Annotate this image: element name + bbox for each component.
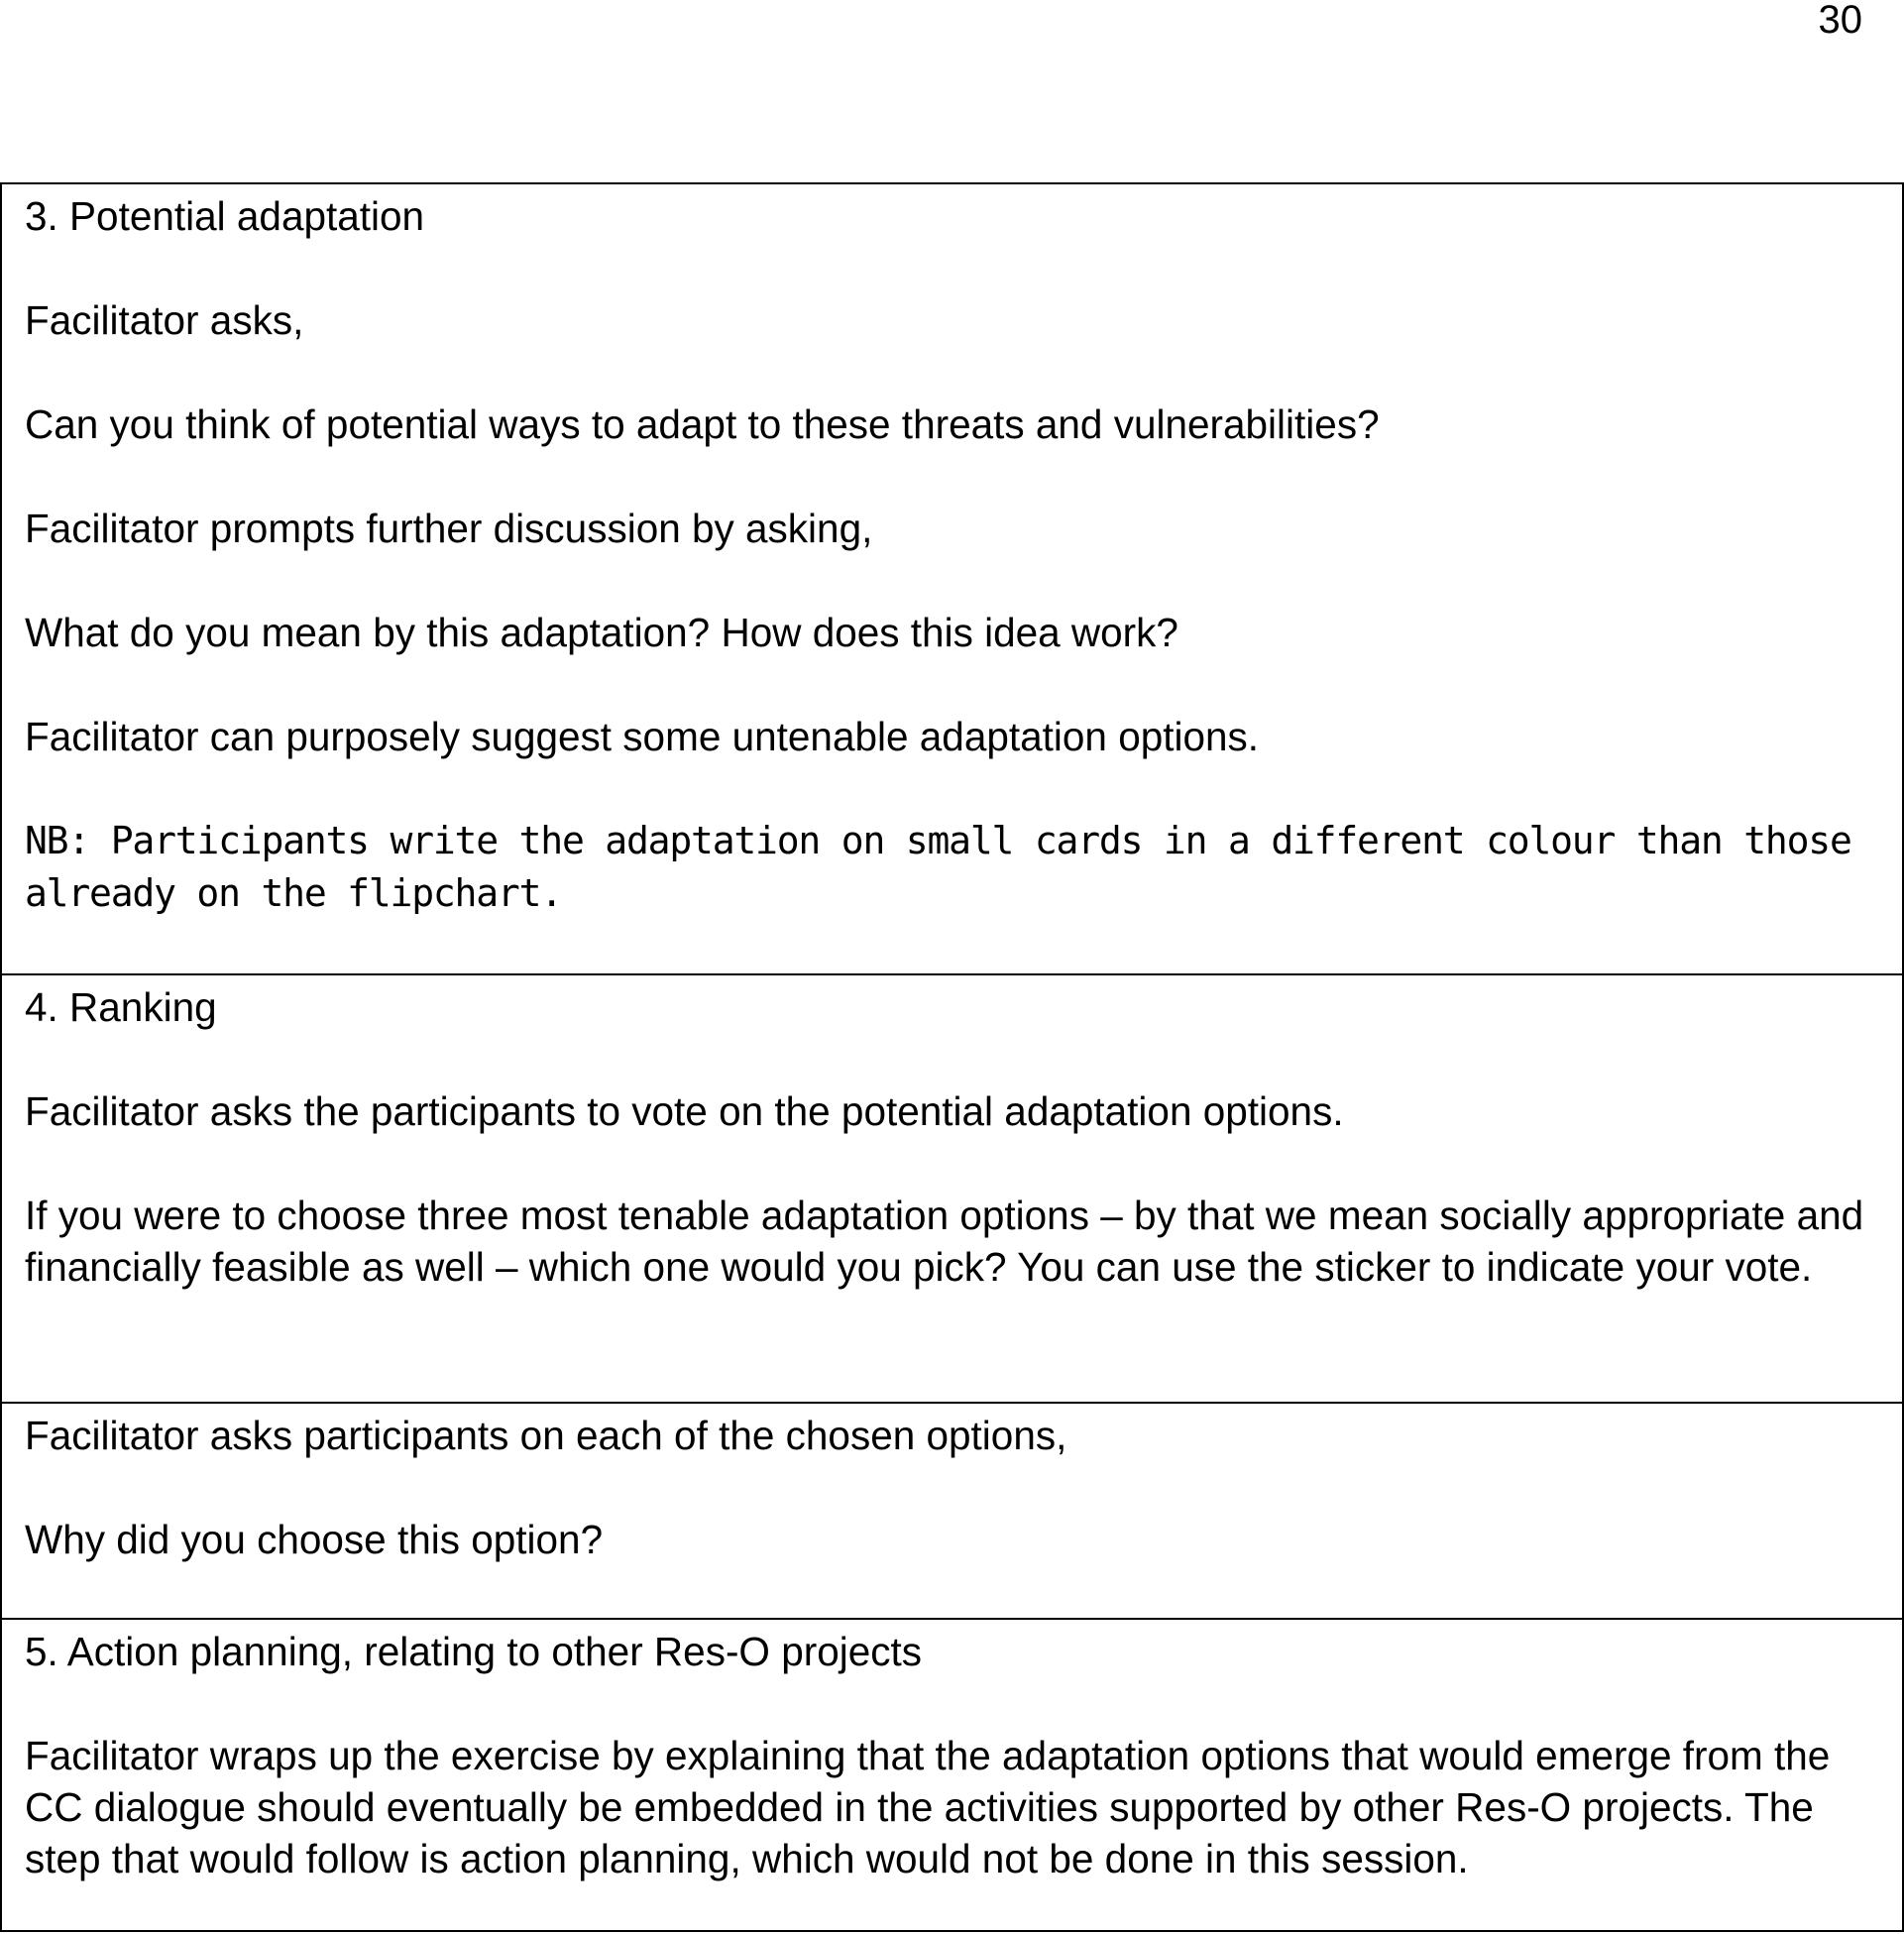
facilitator-instruction: Facilitator asks the participants to vote on the potential adaptation options. <box>25 1088 1344 1134</box>
section-ranking <box>1 974 1903 1403</box>
facilitator-instruction: Facilitator wraps up the exercise by explaining that the adaptation options that would emerge from the CC dialogue should eventually be embedded in the activities supported by other Res-O projects. The step that would follow is action planning, which would not be done in this session. <box>25 1733 1831 1881</box>
table-row <box>1 1403 1903 1619</box>
facilitator-question: If you were to choose three most tenable adaptation options – by that we mean socially appropriate and financially feasible as well – which one would you pick? You can use the sticker to indicate your vote. <box>25 1193 1864 1290</box>
page-number: 30 <box>1818 0 1862 42</box>
section-heading: 4. Ranking <box>25 984 217 1030</box>
section-ranking-followup <box>1 1403 1903 1619</box>
table-row <box>1 974 1903 1403</box>
facilitator-instruction: Facilitator asks, <box>25 297 304 343</box>
facilitator-question: What do you mean by this adaptation? How does this idea work? <box>25 610 1178 655</box>
section-heading: 5. Action planning, relating to other Res-O projects <box>25 1629 923 1674</box>
participant-note: NB: Participants write the adaptation on small cards in a different colour than those already on the flipchart. <box>25 819 1851 915</box>
facilitator-instruction: Facilitator asks participants on each of the chosen options, <box>25 1413 1067 1458</box>
facilitator-question: Can you think of potential ways to adapt to these threats and vulnerabilities? <box>25 401 1380 447</box>
table-row <box>1 183 1903 974</box>
table-row <box>1 1619 1903 1931</box>
facilitation-steps-table <box>0 182 1904 1932</box>
section-action-planning <box>1 1619 1903 1931</box>
section-potential-adaptation <box>1 183 1903 974</box>
facilitator-instruction: Facilitator prompts further discussion by asking, <box>25 506 873 551</box>
facilitator-question: Why did you choose this option? <box>25 1517 604 1562</box>
section-heading: 3. Potential adaptation <box>25 193 425 239</box>
facilitator-instruction: Facilitator can purposely suggest some untenable adaptation options. <box>25 714 1260 759</box>
